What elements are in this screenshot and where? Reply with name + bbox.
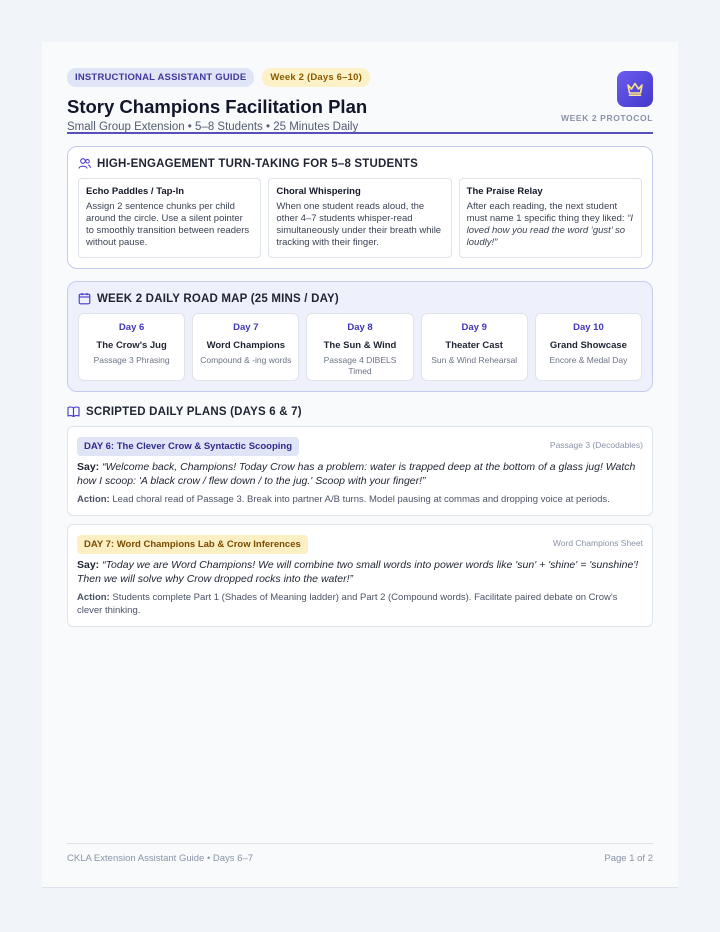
day-name: The Crow's Jug: [96, 340, 167, 351]
strategy-quote: “I loved how you read the word ‘gust’ so loudly!”: [466, 213, 633, 248]
plan-say: [77, 461, 643, 488]
day-sub: Compound & -ing words: [200, 355, 292, 365]
protocol-label: WEEK 2 PROTOCOL: [561, 113, 653, 123]
day-number: Day 7: [233, 322, 259, 333]
calendar-icon: [78, 292, 91, 305]
day-number: Day 6: [118, 322, 145, 333]
day-cards: [78, 313, 642, 381]
day-card: [535, 313, 642, 381]
road-map-heading: [78, 292, 642, 305]
header-badges: [67, 68, 653, 87]
week-badge: Week 2 (Days 6–10): [262, 68, 370, 87]
scripted-title: SCRIPTED DAILY PLANS (DAYS 6 & 7): [86, 405, 302, 418]
strategy-text: Assign 2 sentence chunks per child around the circle. Use a silent pointer to smoothly transition between readers without pause.: [86, 201, 250, 248]
day-card: [78, 313, 185, 381]
page-number: Page 1 of 2: [604, 853, 653, 864]
plan-say: [77, 559, 643, 586]
action-label: Action:: [77, 592, 110, 603]
scripted-heading: [67, 405, 653, 418]
day-name: Word Champions: [206, 340, 286, 351]
plan-reference: Passage 3 (Decodables): [549, 440, 643, 450]
day-sub: Sun & Wind Rehearsal: [431, 355, 518, 365]
action-text: Students complete Part 1 (Shades of Meaning ladder) and Part 2 (Compound words). Facilitate paired debate on Crow's clever thinking.: [77, 592, 618, 616]
day-card: [192, 313, 299, 381]
day-name: Grand Showcase: [549, 340, 627, 351]
day-number: Day 8: [347, 322, 373, 333]
day-card: [421, 313, 528, 381]
page-content: [67, 68, 653, 627]
action-text: Lead choral read of Passage 3. Break into partner A/B turns. Model pausing at commas and dropping voice at periods.: [112, 494, 610, 505]
road-map-title: WEEK 2 DAILY ROAD MAP (25 MINS / DAY): [97, 292, 339, 305]
strategy-card: [268, 178, 451, 258]
say-label: Say:: [77, 461, 100, 473]
crown-icon: [617, 71, 653, 107]
strategy-card: [459, 178, 642, 258]
day-name: Theater Cast: [445, 340, 503, 351]
guide-badge: INSTRUCTIONAL ASSISTANT GUIDE: [67, 68, 254, 87]
day-plan: [67, 426, 653, 516]
day-sub: Passage 4 DIBELS Timed: [323, 355, 397, 376]
footer-left: CKLA Extension Assistant Guide • Days 6–7: [67, 853, 254, 864]
page-subtitle: Small Group Extension • 5–8 Students • 25 Minutes Daily: [67, 121, 359, 133]
day-number: Day 10: [573, 322, 604, 333]
day-number: Day 9: [461, 322, 487, 333]
document-page: [42, 42, 678, 888]
plan-action: [77, 591, 643, 617]
action-label: Action:: [77, 494, 110, 505]
plan-tag: DAY 7: Word Champions Lab & Crow Inferences: [77, 535, 308, 554]
strategy-title: Echo Paddles / Tap-In: [86, 186, 185, 197]
page-footer: [67, 843, 653, 864]
plan-reference: Word Champions Sheet: [552, 538, 643, 548]
day-plan: [67, 524, 653, 627]
strategy-text-wrap: [467, 201, 634, 249]
page-title: Story Champions Facilitation Plan: [67, 96, 368, 117]
strategy-card: [78, 178, 261, 258]
road-map-section: [67, 281, 653, 392]
plan-action: [77, 493, 643, 506]
strategy-text: After each reading, the next student must name 1 specific thing they liked:: [466, 201, 628, 224]
day-sub: Passage 3 Phrasing: [93, 355, 170, 365]
turn-taking-section: [67, 146, 653, 269]
strategy-title: The Praise Relay: [466, 186, 543, 197]
strategy-cards: [78, 178, 642, 258]
day-sub: Encore & Medal Day: [549, 355, 628, 365]
strategy-title: Choral Whispering: [276, 186, 361, 197]
day-card: [306, 313, 413, 381]
users-icon: [78, 157, 91, 170]
say-text: “Welcome back, Champions! Today Crow has a problem: water is trapped deep at the bottom of a glass jug! Watch how I scoop: 'A black crow / flew down / to the jug.' Scoop with your finger!”: [77, 461, 636, 487]
book-icon: [67, 405, 80, 418]
plan-tag: DAY 6: The Clever Crow & Syntactic Scooping: [77, 437, 299, 456]
turn-taking-title: HIGH-ENGAGEMENT TURN-TAKING FOR 5–8 STUDENTS: [97, 157, 419, 170]
strategy-text: When one student reads aloud, the other 4–7 students whisper-read simultaneously under their breath while tracking with their finger.: [276, 201, 442, 248]
say-label: Say:: [77, 559, 100, 571]
day-name: The Sun & Wind: [323, 340, 397, 351]
say-text: “Today we are Word Champions! We will combine two small words into power words like 'sun' + 'shine' = 'sunshine'! Then we will solve why Crow dropped rocks into the water!”: [77, 559, 639, 585]
page-header: [67, 68, 653, 134]
turn-taking-heading: [78, 157, 642, 170]
